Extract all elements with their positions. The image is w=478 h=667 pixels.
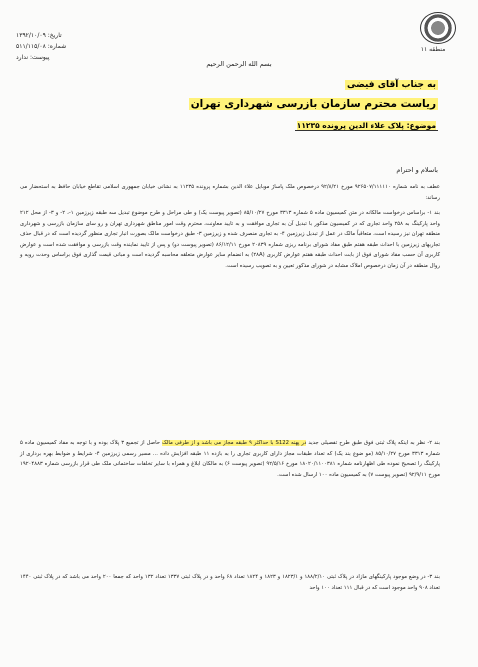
addressee-line2: ریاست محترم سازمان بازرسی شهرداری تهران	[190, 98, 436, 110]
basmala: بسم الله الرحمن الرحیم	[206, 60, 272, 68]
paragraph-3: بند ۳- در وضع موجود پارکینگهای مازاد در پلاک ثبتی ۱۸۸/۲/۱۰ و ۱۸۲۳/۱ و ۱۸۲۳ و ۱۸۲۴ تعداد ۶۸ واحد و در پلاک ثبتی ۱۳۳۷ تعداد ۱۳۲ واحد که جمعا ۲۰۰ واحد می باشد که در پلاک ثبتی ۱۴۴۰ تعداد ۹۰۸ واحد موجود است که در قبال ۱۱۱ تعداد ۱۰۰ واحد	[20, 574, 440, 591]
addressee-line1: به جناب آقای فیضی	[347, 80, 436, 90]
subject-text: موضوع: پلاک علاء الدین پرونده ۱۱۲۳۵	[296, 121, 436, 130]
subject-line	[295, 121, 438, 131]
highlighted-phrase: در پهنه S122 با حداکثر ۹ طبقه مجاز می باشد و از طرفی مالک	[162, 440, 307, 446]
paragraph-1: بند ۱- براساس درخواست مالکانه در متن کمیسیون ماده ۵ شماره ۳۳۱۳ مورخ ۸۵/۱۰/۲۷ (تصویر پیوست یک) و طی مراحل و طرح موضوع تبدیل سه طبقه زیرزمین ۱-، ۲- و ۳- از محل ۲۱۲ واحد پارکینگ به ۲۵۸ واحد تجاری که در کمیسیون مذکور با تبدیل آن به تجاری موافقت و به تایید معاونت، محترم وقت امور مناطق شهرداری تهران و رو سای سازمان بازرسی و شهرداری منطقه تهران نیز رسیده است، متعاقباً مالک در عمل از تبدیل زیرزمین ۴- به تجاری منصرف شده و زیرزمین ۳- طبق درخواست مالک بصورت انبار تجاری منظور گردیده است که در قبال حذف تجاریهای زیرزمین با احداث طبقه هفتم طبق مفاد شورای برنامه ریزی شماره ۲۰۸۳۹ مورخ ۸۶/۱۲/۱۱ (تصویر پیوست دو) و پس از تایید نماینده وقت بازرسی و موافقت شده است و عوارض کاربری آن حسب مفاد شورای فوق از بابت احداث طبقه هفتم عوارض کاربری (۲۸A) به انضمام سایر عوارض متعلقه محاسبه گردیده است و مبانی قیمت گذاری فوق براساس وحدت رویه و روال منطقه در آن زمان درخصوص املاک مشابه در شورای مذکور تعیین و به تصویب رسیده است.	[20, 210, 441, 269]
addressee-block	[78, 72, 438, 132]
letter-number: شماره: ۵۱۱/۱۱۵/۰۸	[16, 43, 67, 50]
letter-attachment: پیوست: ندارد	[16, 54, 50, 61]
paragraph-intro: عطف به نامه شماره ۹۲۶۵۰۷/۱۱۱۱۱۰ مورخ ۹۲/۸/۲۱ درخصوص ملک پاساژ موبایل علاء الدین بشماره پرونده ۱۱۲۳۵ به نشانی خیابان جمهوری اسلامی تقاطع خیابان حافظ به استحضار می رساند:	[20, 184, 440, 201]
letter-date: تاریخ: ۱۳۹۲/۱۰/۰۹	[16, 32, 62, 39]
paragraph-2: بند ۲- نظر به اینکه پلاک ثبتی فوق طبق طرح تفصیلی جدید در پهنه S122 با حداکثر ۹ طبقه مجاز می باشد و از طرفی مالک حاصل از تجمیع ۳ پلاک بوده و با توجه به مفاد کمیسیون ماده ۵ شماره ۳۳۱۳ مورخ ۸۵/۱۰/۲۷ (مو ضوع بند یک) که تعداد طبقات مجاز دارای کاربری تجاری را به بازده ۱۱ طبقه افزایش داده ... مسیر رسمی زیرزمین ۴- شرایط و ضوابط بهره برداری از پارکینگ را تصحیح نموده طی اظهارنامه شماره ۱۸۰۲۰/۱۱۰۰۳۸۱ مورخ ۹۲/۵/۱۶ (تصویر پیوست ۶) به مالکان ابلاغ و همراه با سایر تخلفات ساختمانی ملک طی قرار بازرسی شماره ۱۹۲۰۴۸۸۳ مورخ ۹۲/۹/۱۱ (تصویر پیوست ۷) به کمیسیون ماده ۱۰۰ ارسال شده است.	[20, 440, 441, 478]
org-label: منطقه ۱۱	[420, 46, 446, 53]
letter-meta	[16, 30, 66, 63]
tehran-municipality-emblem-icon	[420, 12, 456, 44]
greeting: باسلام و احترام	[396, 166, 438, 174]
